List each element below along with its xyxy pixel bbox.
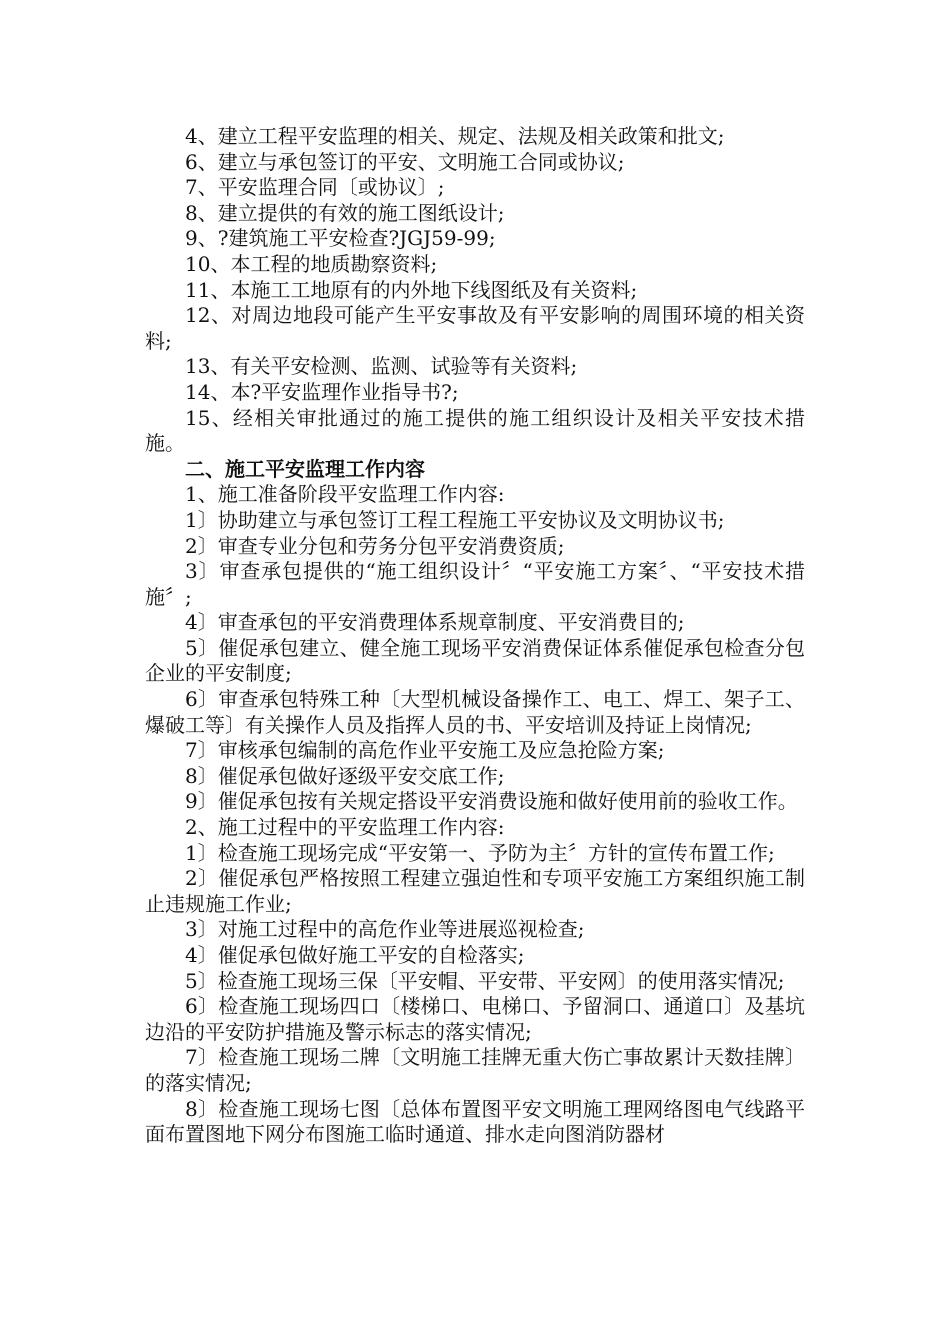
- body-paragraph: 8〕催促承包做好逐级平安交底工作;: [185, 763, 505, 788]
- document-page: [145, 124, 805, 1148]
- body-paragraph: 2〕催促承包严格按照工程建立强迫性和专项平安施工方案组织施工制止违规施工作业;: [145, 866, 805, 916]
- body-paragraph: 11、本施工工地原有的内外地下线图纸及有关资料;: [185, 277, 638, 302]
- body-paragraph: 7〕审核承包编制的高危作业平安施工及应急抢险方案;: [185, 738, 665, 763]
- body-paragraph: 3〕对施工过程中的高危作业等进展巡视检查;: [185, 917, 585, 942]
- body-paragraph: 6〕审查承包特殊工种〔大型机械设备操作工、电工、焊工、架子工、爆破工等〕有关操作人员及指挥人员的书、平安培训及持证上岗情况;: [145, 687, 805, 737]
- body-paragraph: 8〕检查施工现场七图〔总体布置图平安文明施工理网络图电气线路平面布置图地下网分布图施工临时通道、排水走向图消防器材: [145, 1096, 805, 1147]
- body-paragraph: 14、本?平安监理作业指导书?;: [185, 379, 459, 404]
- body-paragraph: 13、有关平安检测、监测、试验等有关资料;: [185, 354, 578, 379]
- section-heading: 二、施工平安监理工作内容: [185, 456, 425, 481]
- body-paragraph: 1、施工准备阶段平安监理工作内容:: [185, 482, 505, 507]
- body-paragraph: 4、建立工程平安监理的相关、规定、法规及相关政策和批文;: [185, 124, 725, 148]
- body-paragraph: 7、平安监理合同〔或协议〕;: [185, 175, 445, 200]
- body-paragraph: 1〕协助建立与承包签订工程工程施工平安协议及文明协议书;: [185, 507, 725, 532]
- body-paragraph: 7〕检查施工现场二牌〔文明施工挂牌无重大伤亡事故累计天数挂牌〕的落实情况;: [145, 1045, 805, 1095]
- body-paragraph: 3〕审查承包提供的“施工组织设计〞“平安施工方案〞、“平安技术措施〞;: [145, 559, 805, 609]
- body-paragraph: 2、施工过程中的平安监理工作内容:: [185, 815, 505, 840]
- body-paragraph: 10、本工程的地质勘察资料;: [185, 251, 438, 276]
- body-paragraph: 6、建立与承包签订的平安、文明施工合同或协议;: [185, 149, 625, 174]
- body-paragraph: 5〕催促承包建立、健全施工现场平安消费保证体系催促承包检查分包企业的平安制度;: [145, 635, 805, 686]
- body-paragraph: 4〕审查承包的平安消费理体系规章制度、平安消费目的;: [185, 610, 685, 635]
- body-paragraph: 1〕检查施工现场完成“平安第一、予防为主〞方针的宣传布置工作;: [185, 840, 775, 865]
- body-paragraph: 6〕检查施工现场四口〔楼梯口、电梯口、予留洞口、通道口〕及基坑边沿的平安防护措施及警示标志的落实情况;: [145, 994, 805, 1044]
- body-paragraph: 15、经相关审批通过的施工提供的施工组织设计及相关平安技术措施。: [145, 405, 805, 456]
- body-paragraph: 9、?建筑施工平安检查?JGJ59-99;: [185, 226, 496, 251]
- body-paragraph: 4〕催促承包做好施工平安的自检落实;: [185, 943, 525, 967]
- body-paragraph: 12、对周边地段可能产生平安事故及有平安影响的周围环境的相关资料;: [145, 303, 805, 353]
- body-paragraph: 5〕检查施工现场三保〔平安帽、平安带、平安网〕的使用落实情况;: [185, 968, 785, 993]
- body-paragraph: 8、建立提供的有效的施工图纸设计;: [185, 200, 505, 225]
- body-paragraph: 2〕审查专业分包和劳务分包平安消费资质;: [185, 533, 565, 558]
- body-paragraph: 9〕催促承包按有关规定搭设平安消费设施和做好使用前的验收工作。: [185, 789, 798, 814]
